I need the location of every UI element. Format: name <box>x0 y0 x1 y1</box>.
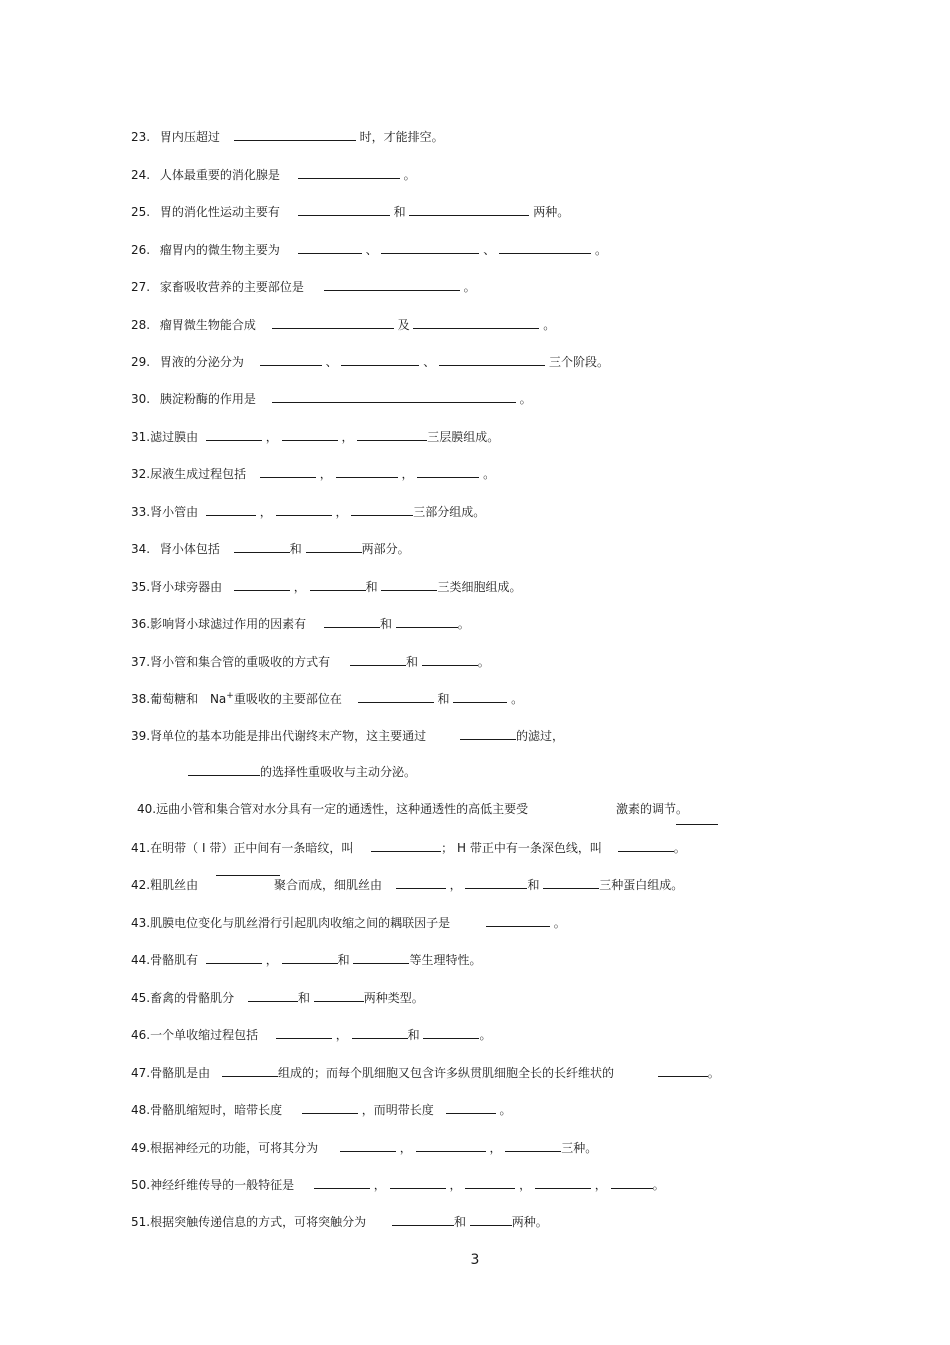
answer-blank[interactable] <box>260 353 322 366</box>
question-44 <box>131 951 481 968</box>
question-number: 42. <box>131 878 151 892</box>
question-number: 31. <box>131 430 151 444</box>
page-number: 3 <box>470 1252 480 1268</box>
answer-blank[interactable] <box>371 839 441 852</box>
question-26 <box>131 241 607 258</box>
question-number: 46. <box>131 1028 151 1042</box>
answer-blank[interactable] <box>446 1101 496 1114</box>
answer-blank[interactable] <box>302 1101 358 1114</box>
question-text: ， <box>293 580 306 594</box>
answer-blank[interactable] <box>324 615 380 628</box>
question-39 <box>131 727 564 744</box>
question-number: 29. <box>131 355 151 369</box>
answer-blank[interactable] <box>357 428 427 441</box>
question-text: ， <box>335 505 348 519</box>
question-text: 。 <box>553 916 566 930</box>
question-text: 胃的消化性运动主要有 <box>159 205 280 219</box>
answer-blank[interactable] <box>499 241 591 254</box>
question-32 <box>131 465 495 482</box>
question-45 <box>131 989 424 1006</box>
question-number: 45. <box>131 991 151 1005</box>
question-text: 和 <box>407 1028 420 1042</box>
question-40 <box>137 801 688 817</box>
question-text: 人体最重要的消化腺是 <box>159 168 280 182</box>
answer-blank[interactable] <box>310 578 366 591</box>
answer-blank[interactable] <box>206 951 262 964</box>
question-text: ， <box>399 1141 412 1155</box>
answer-blank[interactable] <box>413 316 539 329</box>
answer-blank[interactable] <box>465 876 527 889</box>
question-text: 三种蛋白组成。 <box>599 878 684 892</box>
question-number: 28. <box>131 318 151 332</box>
question-46 <box>131 1026 491 1043</box>
question-24 <box>131 166 416 183</box>
answer-blank[interactable] <box>298 166 400 179</box>
question-text: 。 <box>483 467 496 481</box>
question-number: 48. <box>131 1103 151 1117</box>
answer-blank[interactable] <box>358 690 434 703</box>
question-text: ， <box>319 467 332 481</box>
question-text: 的滤过， <box>515 729 564 743</box>
answer-blank[interactable] <box>298 203 390 216</box>
question-text: 三个阶段。 <box>548 355 609 369</box>
question-49 <box>131 1139 597 1156</box>
question-number: 25. <box>131 205 151 219</box>
question-31 <box>131 428 499 445</box>
answer-blank[interactable] <box>298 241 362 254</box>
question-text: 。 <box>652 1178 665 1192</box>
question-number: 37. <box>131 655 151 669</box>
question-text: 。 <box>594 243 607 257</box>
question-text: 及 <box>397 318 410 332</box>
answer-blank[interactable] <box>381 578 437 591</box>
question-50 <box>131 1176 665 1193</box>
question-text: 三部分组成。 <box>413 505 486 519</box>
answer-blank[interactable] <box>324 278 460 291</box>
answer-blank[interactable] <box>341 353 419 366</box>
question-text: ， <box>449 1178 462 1192</box>
question-text: 肾小体包括 <box>159 542 220 556</box>
question-text: ； <box>441 841 454 855</box>
band-letter: H <box>457 841 467 855</box>
question-text: ， <box>335 1028 348 1042</box>
question-text: 骨骼肌有 <box>150 953 199 967</box>
question-text: 三层膜组成。 <box>427 430 500 444</box>
answer-blank[interactable] <box>486 914 550 927</box>
answer-blank[interactable] <box>470 1213 512 1226</box>
band-letter: I <box>201 841 206 855</box>
question-text: 两部分。 <box>361 542 410 556</box>
question-text: 。 <box>673 841 686 855</box>
answer-blank[interactable] <box>336 465 398 478</box>
question-51 <box>131 1213 548 1230</box>
question-text: 两种。 <box>533 205 570 219</box>
question-text: 、 <box>483 243 496 257</box>
question-number: 39. <box>131 729 151 743</box>
question-text: 胰淀粉酶的作用是 <box>159 392 256 406</box>
question-text: 远曲小管和集合管对水分具有一定的通透性，这种通透性的高低主要受 <box>156 802 529 816</box>
question-33 <box>131 503 485 520</box>
question-text: 一个单收缩过程包括 <box>150 1028 259 1042</box>
question-36 <box>131 615 470 632</box>
question-47 <box>131 1064 720 1081</box>
question-text: 和 <box>437 692 450 706</box>
question-text: 在明带（ <box>150 841 199 855</box>
sodium-symbol: Na <box>209 692 227 706</box>
answer-blank[interactable] <box>188 763 260 776</box>
question-number: 43. <box>131 916 151 930</box>
answer-blank[interactable] <box>282 428 338 441</box>
question-text: 瘤胃内的微生物主要为 <box>159 243 280 257</box>
question-text: ， <box>489 1141 502 1155</box>
question-text: 组成的；而每个肌细胞又包含许多纵贯肌细胞全长的长纤维状的 <box>277 1066 614 1080</box>
question-text: 激素的调节。 <box>615 802 688 816</box>
question-text: 聚合而成，细肌丝由 <box>273 878 382 892</box>
question-text: 。 <box>707 1066 720 1080</box>
answer-blank[interactable] <box>416 1139 486 1152</box>
answer-blank[interactable] <box>658 1064 708 1077</box>
question-text: 。 <box>403 168 416 182</box>
answer-blank[interactable] <box>352 1026 408 1039</box>
question-34 <box>131 540 410 557</box>
question-text: 带）正中间有一条暗纹，叫 <box>209 841 354 855</box>
question-text: 滤过膜由 <box>150 430 199 444</box>
answer-blank[interactable] <box>260 465 316 478</box>
question-text: ， <box>594 1178 607 1192</box>
answer-blank[interactable] <box>422 653 478 666</box>
question-text: ， <box>265 953 278 967</box>
question-text: 和 <box>393 205 406 219</box>
answer-blank[interactable] <box>340 1139 396 1152</box>
question-text: ， <box>259 505 272 519</box>
question-41 <box>131 839 686 856</box>
answer-blank[interactable] <box>453 690 507 703</box>
answer-blank[interactable] <box>439 353 545 366</box>
question-29 <box>131 353 609 370</box>
answer-blank[interactable] <box>390 1176 446 1189</box>
answer-blank[interactable] <box>505 1139 561 1152</box>
question-text: 、 <box>423 355 436 369</box>
answer-blank[interactable] <box>353 951 409 964</box>
question-text: ， <box>449 878 462 892</box>
question-text: 。 <box>477 655 490 669</box>
question-text: 、 <box>325 355 338 369</box>
question-text: 肾小球旁器由 <box>150 580 223 594</box>
answer-blank[interactable] <box>392 1213 454 1226</box>
superscript-plus: + <box>226 691 234 701</box>
answer-blank[interactable] <box>543 876 599 889</box>
question-number: 38. <box>131 692 151 706</box>
question-number: 24. <box>131 168 151 182</box>
question-number: 26. <box>131 243 151 257</box>
answer-blank[interactable] <box>417 465 479 478</box>
question-text: 。 <box>499 1103 512 1117</box>
question-number: 40. <box>137 802 157 816</box>
question-text: 瘤胃微生物能合成 <box>159 318 256 332</box>
question-text: 时，才能排空。 <box>359 130 444 144</box>
question-number: 50. <box>131 1178 151 1192</box>
answer-blank[interactable] <box>306 540 362 553</box>
question-38 <box>131 688 523 707</box>
question-text: 。 <box>519 392 532 406</box>
answer-blank[interactable] <box>423 1026 479 1039</box>
question-text: 和 <box>337 953 350 967</box>
question-text: 。 <box>457 617 470 631</box>
question-text: 和 <box>453 1215 466 1229</box>
question-text: 肾单位的基本功能是排出代谢终末产物，这主要通过 <box>150 729 427 743</box>
question-35 <box>131 578 521 595</box>
question-23 <box>131 128 444 145</box>
question-number: 30. <box>131 392 151 406</box>
question-text: 和 <box>379 617 392 631</box>
question-text: 神经纤维传导的一般特征是 <box>150 1178 295 1192</box>
question-28 <box>131 316 555 333</box>
question-text: 胃液的分泌分为 <box>159 355 244 369</box>
question-text: ， <box>265 430 278 444</box>
question-number: 51. <box>131 1215 151 1229</box>
question-text: 和 <box>365 580 378 594</box>
answer-blank[interactable] <box>676 824 718 825</box>
question-text: 肾小管和集合管的重吸收的方式有 <box>150 655 331 669</box>
question-text: 。 <box>479 1028 492 1042</box>
question-text: 带正中有一条深色线，叫 <box>469 841 602 855</box>
answer-blank[interactable] <box>618 839 674 852</box>
question-43 <box>131 914 566 931</box>
question-text: ，而明带长度 <box>361 1103 434 1117</box>
answer-blank[interactable] <box>396 615 458 628</box>
question-text: ， <box>401 467 414 481</box>
question-text: 畜禽的骨骼肌分 <box>150 991 235 1005</box>
question-27 <box>131 278 476 295</box>
question-30 <box>131 390 532 407</box>
answer-blank[interactable] <box>272 316 394 329</box>
question-text: 的选择性重吸收与主动分泌。 <box>260 765 417 779</box>
question-text: 、 <box>365 243 378 257</box>
answer-blank[interactable] <box>248 989 298 1002</box>
question-number: 23. <box>131 130 151 144</box>
answer-blank[interactable] <box>409 203 529 216</box>
question-48 <box>131 1101 511 1118</box>
question-number: 32. <box>131 467 151 481</box>
question-number: 49. <box>131 1141 151 1155</box>
question-text: 。 <box>511 692 524 706</box>
answer-blank[interactable] <box>314 1176 370 1189</box>
question-text: ， <box>519 1178 532 1192</box>
question-text: 三种。 <box>561 1141 598 1155</box>
question-text: 和 <box>289 542 302 556</box>
question-text: 根据神经元的功能，可将其分为 <box>150 1141 319 1155</box>
question-text: 葡萄糖和 <box>150 692 199 706</box>
answer-blank[interactable] <box>276 1026 332 1039</box>
question-number: 35. <box>131 580 151 594</box>
question-text: 。 <box>463 280 476 294</box>
question-text: 骨骼肌是由 <box>150 1066 211 1080</box>
answer-blank[interactable] <box>234 540 290 553</box>
question-text: 。 <box>543 318 556 332</box>
answer-blank[interactable] <box>222 1064 278 1077</box>
question-text: 尿液生成过程包括 <box>150 467 247 481</box>
question-text: ， <box>341 430 354 444</box>
answer-blank[interactable] <box>234 128 356 141</box>
question-text: 根据突触传递信息的方式，可将突触分为 <box>150 1215 367 1229</box>
answer-blank[interactable] <box>611 1176 653 1189</box>
question-25 <box>131 203 569 220</box>
answer-blank[interactable] <box>206 503 256 516</box>
answer-blank[interactable] <box>272 390 516 403</box>
question-text: 粗肌丝由 <box>150 878 199 892</box>
answer-blank[interactable] <box>206 428 262 441</box>
question-text: 等生理特性。 <box>409 953 482 967</box>
question-text: 肾小管由 <box>150 505 199 519</box>
question-number: 34. <box>131 542 151 556</box>
question-text: 家畜吸收营养的主要部位是 <box>159 280 304 294</box>
question-text: 胃内压超过 <box>159 130 220 144</box>
question-number: 44. <box>131 953 151 967</box>
answer-blank[interactable] <box>351 503 413 516</box>
question-text: 和 <box>527 878 540 892</box>
question-text: 和 <box>405 655 418 669</box>
answer-blank[interactable] <box>465 1176 515 1189</box>
answer-blank[interactable] <box>282 951 338 964</box>
question-text: 两种。 <box>511 1215 548 1229</box>
question-text: ， <box>373 1178 386 1192</box>
question-number: 47. <box>131 1066 151 1080</box>
question-text: 影响肾小球滤过作用的因素有 <box>150 617 307 631</box>
question-text: 肌膜电位变化与肌丝滑行引起肌肉收缩之间的耦联因子是 <box>150 916 451 930</box>
question-text: 三类细胞组成。 <box>437 580 522 594</box>
question-text: 骨骼肌缩短时，暗带长度 <box>150 1103 283 1117</box>
question-number: 41. <box>131 841 151 855</box>
answer-blank[interactable] <box>276 503 332 516</box>
question-number: 36. <box>131 617 151 631</box>
answer-blank[interactable] <box>396 876 446 889</box>
answer-blank[interactable] <box>350 653 406 666</box>
answer-blank[interactable] <box>381 241 479 254</box>
question-42 <box>131 876 683 893</box>
question-39-continued <box>188 763 416 780</box>
question-37 <box>131 653 490 670</box>
question-text: 重吸收的主要部位在 <box>233 692 342 706</box>
answer-blank[interactable] <box>535 1176 591 1189</box>
question-number: 27. <box>131 280 151 294</box>
question-text: 两种类型。 <box>363 991 424 1005</box>
answer-blank[interactable] <box>314 989 364 1002</box>
question-text: 和 <box>297 991 310 1005</box>
answer-blank[interactable] <box>460 727 516 740</box>
question-number: 33. <box>131 505 151 519</box>
answer-blank[interactable] <box>234 578 290 591</box>
